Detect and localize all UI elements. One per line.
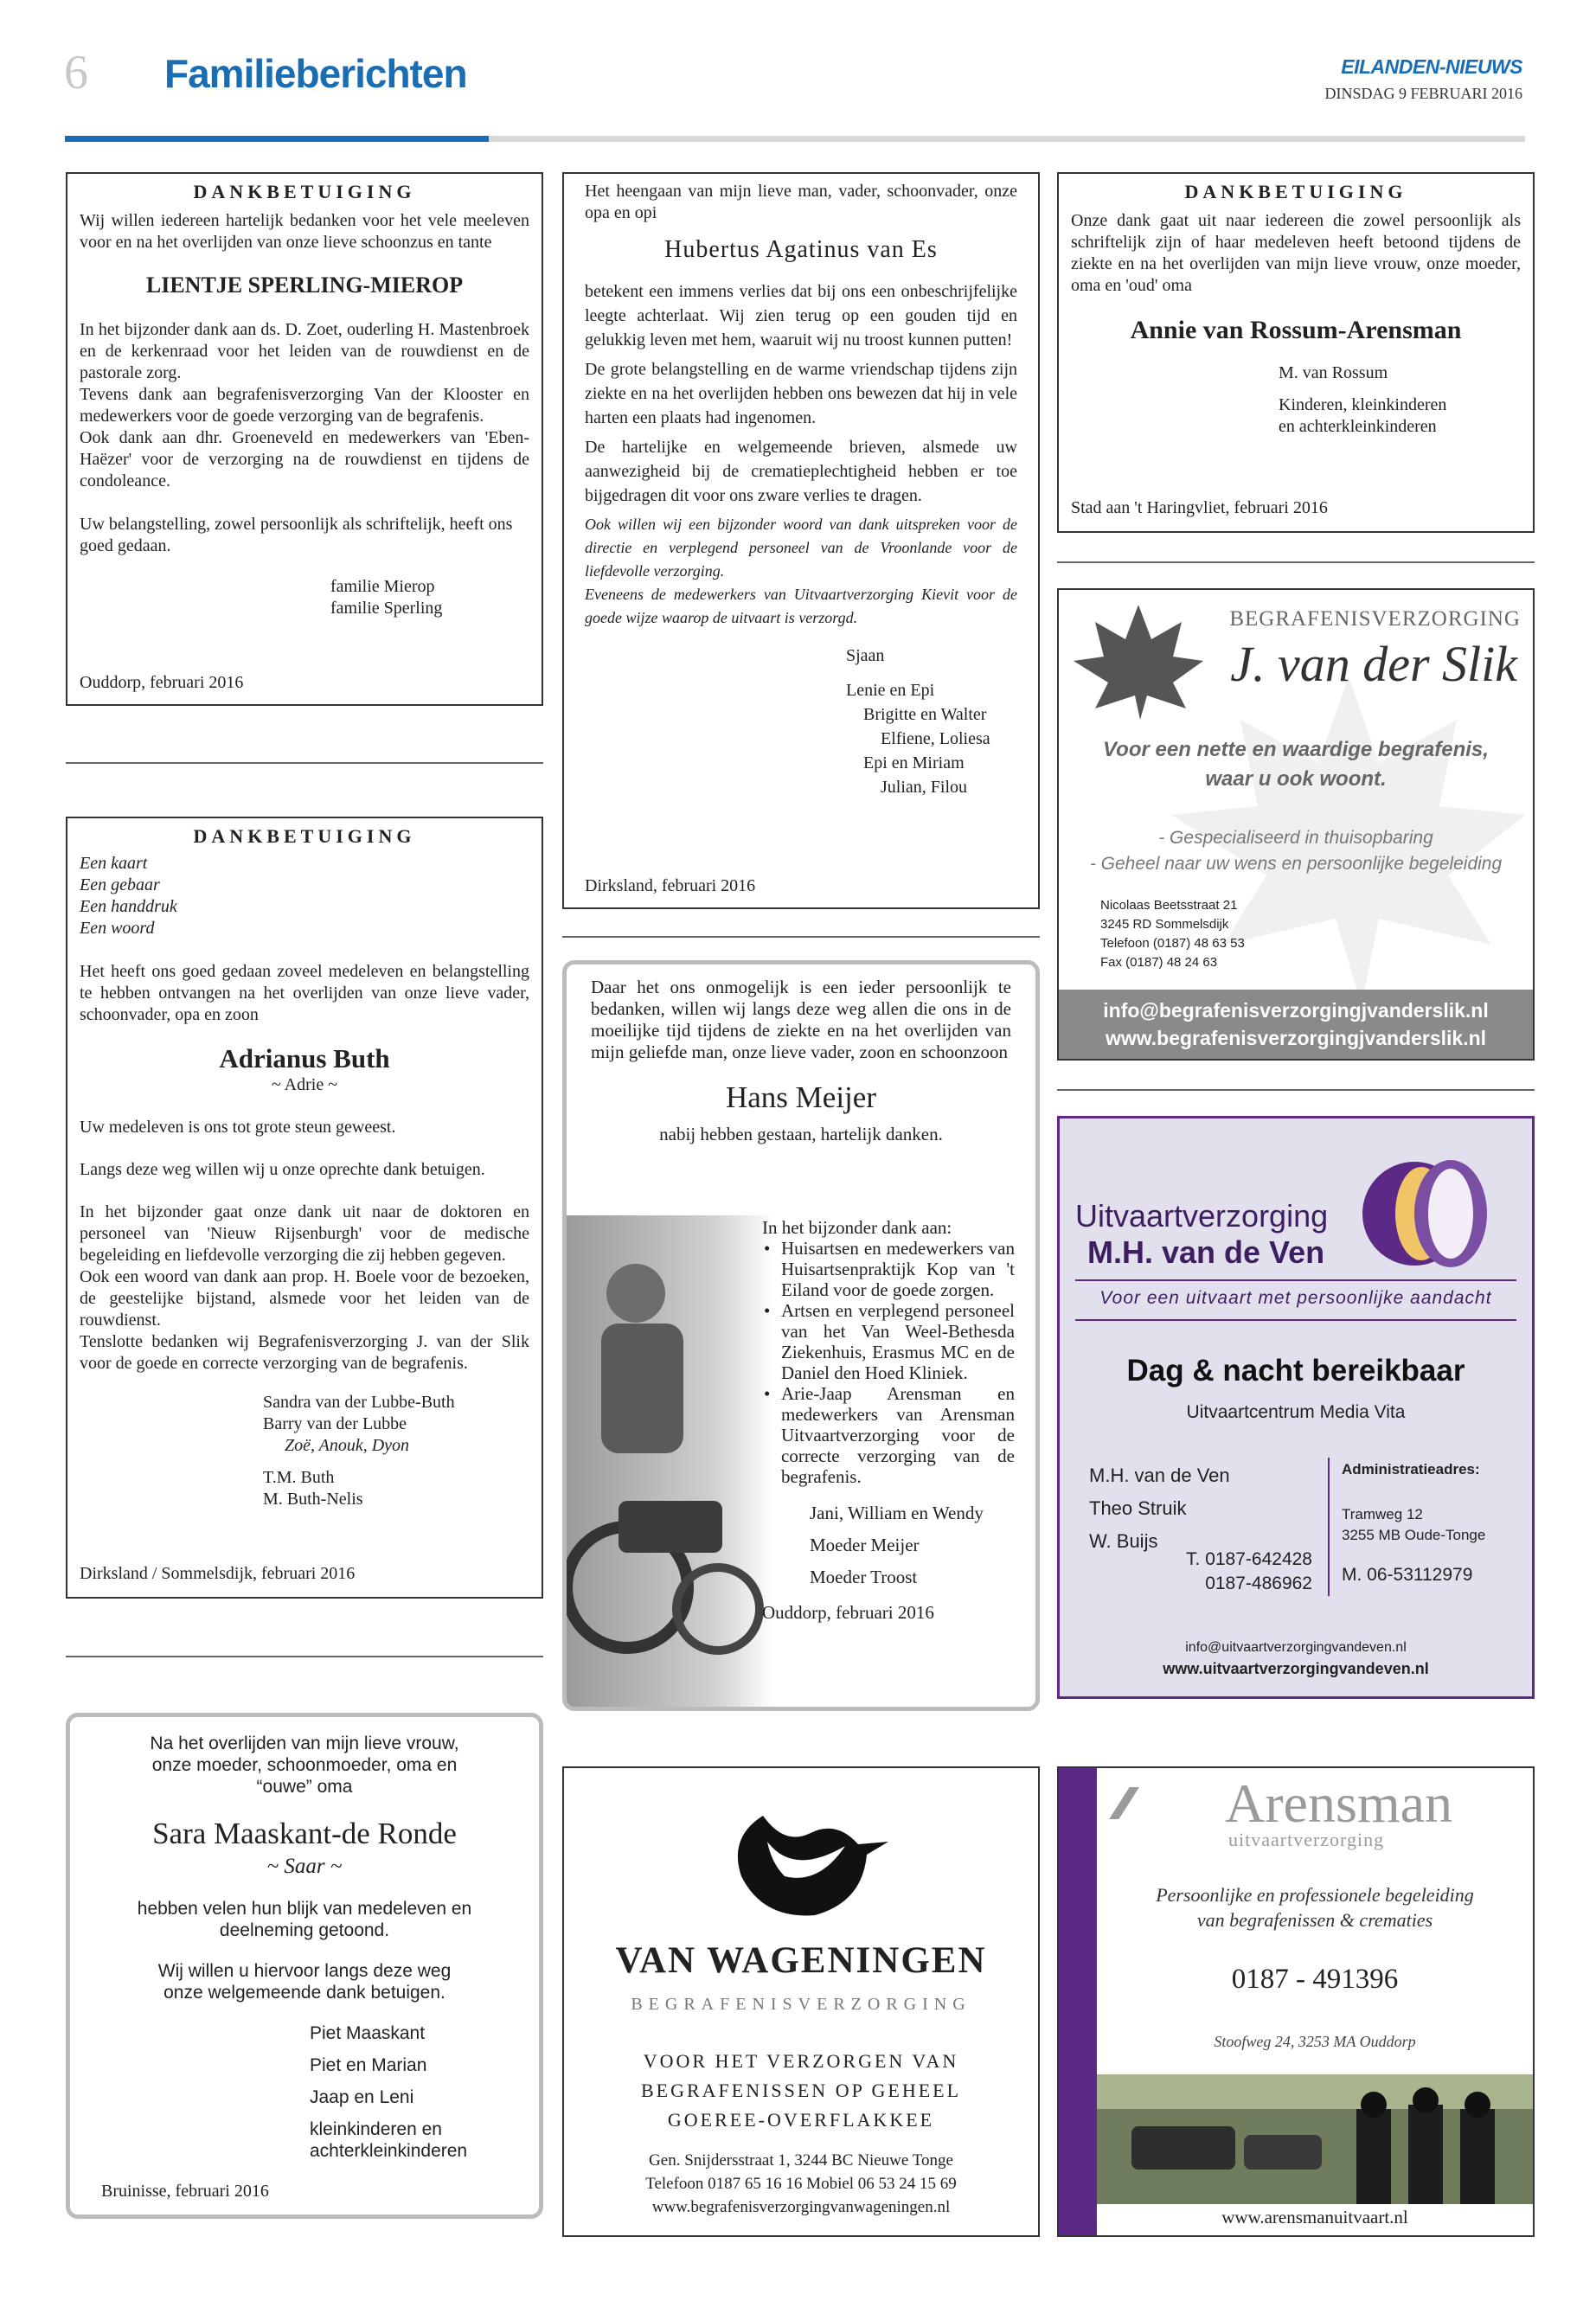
divider bbox=[1057, 561, 1535, 563]
deceased-name: Hubertus Agatinus van Es bbox=[664, 236, 938, 263]
signer: T.M. Buth bbox=[263, 1468, 335, 1487]
mobile: M. 06-53112979 bbox=[1342, 1565, 1473, 1585]
signer: Brigitte en Walter bbox=[863, 705, 987, 724]
dove-logo-icon bbox=[715, 1794, 888, 1924]
deceased-name: LIENTJE SPERLING-MIEROP bbox=[145, 272, 464, 298]
body-line: In het bijzonder gaat onze dank uit naar de doktoren en personeel van 'Nieuw Rijsenburgh' voor de medische begeleiding en liefdevolle verzorging die zij hebben gegeven. bbox=[80, 1202, 529, 1265]
portrait-photo bbox=[567, 1215, 774, 1707]
divider bbox=[562, 936, 1040, 938]
poem-line: Een woord bbox=[80, 919, 155, 938]
intro-line: “ouwe” oma bbox=[256, 1777, 353, 1797]
deceased-nickname: ~ Saar ~ bbox=[266, 1855, 343, 1878]
signers bbox=[846, 644, 1017, 799]
paragraph bbox=[82, 1960, 527, 2003]
address: Gen. Snijdersstraat 1, 3244 BC Nieuwe Tonge bbox=[649, 2151, 953, 2170]
slogan-line: waar u ook woont. bbox=[1205, 767, 1387, 791]
divider bbox=[66, 1656, 543, 1657]
company-sub: BEGRAFENISVERZORGING bbox=[631, 1995, 971, 2014]
email-link[interactable]: info@begrafenisverzorgingjvanderslik.nl bbox=[1103, 999, 1489, 1022]
address-line: Telefoon (0187) 48 63 53 bbox=[1100, 936, 1245, 951]
staff-name: Theo Struik bbox=[1089, 1497, 1187, 1519]
dankbetuiging-van-rossum bbox=[1057, 172, 1535, 533]
body-line: Tevens dank aan begrafenisverzorging Van der Klooster en medewerkers voor de goede verzorging van de begrafenis. bbox=[80, 385, 529, 426]
phone: 0187 - 491396 bbox=[1231, 1964, 1399, 1995]
signer: Moeder Troost bbox=[810, 1567, 918, 1587]
email-link[interactable]: info@uitvaartverzorgingvandeven.nl bbox=[1185, 1640, 1407, 1655]
website-link[interactable]: www.uitvaartverzorgingvandeven.nl bbox=[1163, 1660, 1429, 1677]
circles-logo-icon bbox=[1354, 1153, 1492, 1274]
paragraph: Uw medeleven is ons tot grote steun geweest. bbox=[80, 1118, 396, 1137]
slogan-line: GOEREE-OVERFLAKKEE bbox=[667, 2109, 935, 2131]
address-line: Fax (0187) 48 24 63 bbox=[1100, 955, 1218, 970]
paragraph: Eveneens de medewerkers van Uitvaartverzorging Kievit voor de goede wijze waarop de uitvaart is verzorgd. bbox=[585, 586, 1017, 626]
paragraph: De grote belangstelling en de warme vriendschap tijdens zijn ziekte en na het overlijden hebben ons bewezen dat hij in vele harten een plaats had ingenomen. bbox=[585, 360, 1017, 427]
place-date: Dirksland, februari 2016 bbox=[585, 876, 756, 895]
notice-heading: DANKBETUIGING bbox=[193, 181, 416, 202]
notice-body bbox=[80, 319, 529, 492]
tagline: Voor een uitvaart met persoonlijke aandacht bbox=[1099, 1288, 1492, 1308]
list-item: • Artsen en verplegend personeel van het Van Weel-Bethesda Ziekenhuis, Erasmus MC en de Daniel den Hoed Kliniek. bbox=[762, 1300, 1015, 1383]
deceased-name: Adrianus Buth bbox=[219, 1043, 390, 1074]
phone-numbers bbox=[1183, 1548, 1312, 1596]
signer: familie Sperling bbox=[330, 599, 443, 618]
spec-line: - Geheel naar uw wens en persoonlijke begeleiding bbox=[1089, 854, 1503, 874]
dankbetuiging-meijer bbox=[562, 960, 1040, 1711]
specialties bbox=[1059, 825, 1533, 877]
paragraph: Ook willen wij een bijzonder woord van dank uitspreken voor de directie en verplegend personeel van de Vroonlande voor de liefdevolle verzorging. bbox=[585, 516, 1017, 580]
staff-name: W. Buijs bbox=[1089, 1530, 1158, 1552]
signer: Sandra van der Lubbe-Buth bbox=[263, 1393, 455, 1412]
signers bbox=[1279, 362, 1521, 438]
admin-label: Administratieadres: bbox=[1342, 1461, 1480, 1477]
ad-van-der-slik bbox=[1057, 588, 1535, 1061]
dankbetuiging-sperling bbox=[66, 172, 543, 706]
ad-van-de-ven bbox=[1057, 1116, 1535, 1699]
signer-children: Zoë, Anouk, Dyon bbox=[285, 1436, 410, 1455]
signer: Kinderen, kleinkinderen bbox=[1279, 395, 1447, 414]
list-item: • Huisartsen en medewerkers van Huisartsenpraktijk Kop van 't Eiland voor de goede zorgen. bbox=[762, 1238, 1015, 1300]
address-block bbox=[1100, 896, 1245, 972]
admin-line: Tramweg 12 bbox=[1342, 1506, 1423, 1522]
brand-name: J. van der Slik bbox=[1230, 636, 1517, 692]
ad-arensman bbox=[1057, 1766, 1535, 2237]
phone: T. 0187-642428 bbox=[1186, 1549, 1312, 1569]
tagline-rule bbox=[1075, 1279, 1516, 1281]
dankbetuiging-buth bbox=[66, 817, 543, 1599]
deceased-name: Sara Maaskant-de Ronde bbox=[152, 1817, 457, 1850]
tagline-rule bbox=[1075, 1319, 1516, 1321]
signer: Piet en Marian bbox=[310, 2055, 427, 2075]
admin-block bbox=[1342, 1459, 1485, 1586]
page-number: 6 bbox=[64, 46, 88, 99]
paragraph bbox=[82, 1898, 527, 1941]
notice-heading: DANKBETUIGING bbox=[1184, 181, 1407, 202]
poem-line: Een handdruk bbox=[80, 897, 177, 916]
signers bbox=[810, 1497, 1015, 1593]
deceased-nickname: ~ Adrie ~ bbox=[271, 1075, 338, 1094]
deceased-name: Annie van Rossum-Arensman bbox=[1130, 316, 1462, 344]
signer: familie Mierop bbox=[330, 577, 435, 596]
web-block bbox=[1060, 1638, 1532, 1679]
ad-van-wageningen bbox=[562, 1766, 1040, 2237]
brand-sub: uitvaartverzorging bbox=[1228, 1829, 1385, 1850]
notice-intro: Daar het ons onmogelijk is een ieder persoonlijk te bedanken, willen wij langs deze weg allen die ons in de moeilijke tijd tijdens de ziekte en na het overlijden van mijn geliefde man, onze lieve vader, zoon en schoonzoon bbox=[591, 977, 1011, 1062]
paragraph: nabij hebben gestaan, hartelijk danken. bbox=[659, 1124, 943, 1144]
address-line: Nicolaas Beetsstraat 21 bbox=[1100, 898, 1238, 913]
signer: achterkleinkinderen bbox=[310, 2141, 468, 2161]
brand-name: Arensman bbox=[1225, 1772, 1453, 1834]
slogan bbox=[1097, 1882, 1533, 1932]
divider bbox=[1057, 1089, 1535, 1091]
notice-intro: Onze dank gaat uit naar iedereen die zowel persoonlijk als schriftelijk zijn of haar medeleven heeft betoond tijdens de ziekte en na het overlijden van mijn lieve vrouw, onze moeder, oma en 'oud' oma bbox=[1071, 211, 1521, 295]
paragraph bbox=[80, 1202, 529, 1375]
website-link[interactable]: www.begrafenisverzorgingvanwageningen.nl bbox=[651, 2198, 951, 2216]
signer: en achterkleinkinderen bbox=[1279, 417, 1437, 436]
phone: 0187-486962 bbox=[1205, 1574, 1312, 1593]
signer: Jani, William en Wendy bbox=[810, 1503, 984, 1523]
place-date: Dirksland / Sommelsdijk, februari 2016 bbox=[80, 1564, 356, 1583]
list-item: • Arie-Jaap Arensman en medewerkers van Arensman Uitvaartverzorging voor de correcte verzorging van de begrafenis. bbox=[762, 1383, 1015, 1487]
issue-date: DINSDAG 9 FEBRUARI 2016 bbox=[1324, 85, 1522, 102]
signer: Sjaan bbox=[846, 646, 885, 665]
brand-line-2: M.H. van de Ven bbox=[1087, 1234, 1325, 1270]
slogan-line: BEGRAFENISSEN OP GEHEEL bbox=[640, 2080, 962, 2101]
para-line: hebben velen hun blijk van medeleven en bbox=[137, 1899, 472, 1919]
para-line: Wij willen u hiervoor langs deze weg bbox=[157, 1961, 452, 1981]
contact-band bbox=[1059, 990, 1533, 1059]
place-date: Bruinisse, februari 2016 bbox=[101, 2182, 269, 2201]
paper-name: EILANDEN-NIEUWS bbox=[1341, 55, 1522, 78]
divider bbox=[66, 762, 543, 764]
notice-intro: Het heengaan van mijn lieve man, vader, schoonvader, onze opa en opi bbox=[585, 182, 1017, 222]
paragraph: De hartelijke en welgemeende brieven, alsmede uw aanwezigheid bij de crematieplechtigheid hebben er toe bijgedragen dit voor ons zware verlies te dragen. bbox=[585, 438, 1017, 505]
signer: Epi en Miriam bbox=[863, 753, 965, 772]
signer: Barry van der Lubbe bbox=[263, 1414, 407, 1433]
place-date: Ouddorp, februari 2016 bbox=[762, 1602, 934, 1623]
address: Stoofweg 24, 3253 MA Ouddorp bbox=[1214, 2033, 1416, 2050]
staff-name: M.H. van de Ven bbox=[1089, 1465, 1230, 1486]
signer: Julian, Filou bbox=[881, 778, 968, 797]
header-rule-blue bbox=[65, 136, 489, 142]
notice-heading: DANKBETUIGING bbox=[193, 825, 416, 847]
signer: M. Buth-Nelis bbox=[263, 1490, 363, 1509]
admin-line: 3255 MB Oude-Tonge bbox=[1342, 1527, 1486, 1543]
special-heading: In het bijzonder dank aan: bbox=[762, 1217, 952, 1238]
special-thanks bbox=[762, 1217, 1015, 1623]
website-link[interactable]: www.arensmanuitvaart.nl bbox=[1221, 2207, 1408, 2227]
brand-line-1: Uitvaartverzorging bbox=[1075, 1198, 1329, 1234]
leaf-logo-icon bbox=[1069, 600, 1208, 721]
signers bbox=[263, 1392, 529, 1510]
staff-names bbox=[1089, 1459, 1230, 1558]
slogan-line: Persoonlijke en professionele begeleiding bbox=[1156, 1884, 1474, 1906]
header-rule-grey bbox=[489, 136, 1525, 142]
thanks-list bbox=[762, 1238, 1015, 1487]
place-date: Stad aan 't Haringvliet, februari 2016 bbox=[1071, 498, 1328, 517]
slogan-line: VOOR HET VERZORGEN VAN bbox=[643, 2050, 959, 2072]
dankbetuiging-maaskant bbox=[66, 1713, 543, 2219]
section-title: Familieberichten bbox=[164, 51, 467, 96]
am-logo-icon: ⁄⁄⁄ bbox=[1118, 1778, 1126, 1830]
intro-line: onze moeder, schoonmoeder, oma en bbox=[151, 1755, 458, 1775]
slogan-line: Voor een nette en waardige begrafenis, bbox=[1103, 738, 1489, 761]
notice-intro bbox=[82, 1733, 527, 1798]
notice-closing: Uw belangstelling, zowel persoonlijk als schriftelijk, heeft ons goed gedaan. bbox=[80, 515, 513, 555]
body-line: In het bijzonder dank aan ds. D. Zoet, ouderling H. Mastenbroek en de kerkenraad voor het leiden van de rouwdienst en de pastorale zorg. bbox=[80, 320, 529, 382]
signer: M. van Rossum bbox=[1279, 363, 1388, 382]
signers bbox=[330, 576, 529, 619]
rouwbericht-van-es bbox=[562, 172, 1040, 909]
website-link[interactable]: www.begrafenisverzorgingjvanderslik.nl bbox=[1105, 1027, 1487, 1049]
poem bbox=[80, 853, 529, 939]
signer: kleinkinderen en bbox=[310, 2119, 442, 2139]
paragraph: betekent een immens verlies dat bij ons een onbeschrijfelijke leegte achterlaat. Wij zien terug op een gouden tijd en gelukkig leven met hem, waaruit wij nu troost kunnen putten! bbox=[585, 282, 1017, 349]
body-line: Tenslotte bedanken wij Begrafenisverzorging J. van der Slik voor de goede en correcte verzorging van de begrafenis. bbox=[80, 1332, 529, 1373]
contact bbox=[564, 2149, 1038, 2219]
poem-line: Een kaart bbox=[80, 854, 148, 873]
signer: Moeder Meijer bbox=[810, 1535, 920, 1555]
deceased-name: Hans Meijer bbox=[726, 1080, 876, 1114]
center-name: Uitvaartcentrum Media Vita bbox=[1186, 1402, 1406, 1422]
spec-line: - Gespecialiseerd in thuisopbaring bbox=[1158, 828, 1433, 848]
signers bbox=[310, 2022, 527, 2162]
headline: Dag & nacht bereikbaar bbox=[1126, 1354, 1465, 1388]
signer: Jaap en Leni bbox=[310, 2087, 414, 2107]
funeral-photo bbox=[1097, 2074, 1535, 2204]
place-date: Ouddorp, februari 2016 bbox=[80, 673, 244, 692]
body-line: Ook dank aan dhr. Groeneveld en medewerkers van 'Eben-Haëzer' voor de verzorging na de rouwdienst en tijdens de condoleance. bbox=[80, 428, 529, 490]
body-line: Ook een woord van dank aan prop. H. Boele voor de bezoeken, de geestelijke bijstand, alsmede voor het leiden van de rouwdienst. bbox=[80, 1267, 529, 1330]
para-line: deelneming getoond. bbox=[219, 1920, 390, 1940]
notice-intro: Wij willen iedereen hartelijk bedanken voor het vele meeleven voor en na het overlijden van onze lieve schoonzus en tante bbox=[80, 211, 529, 252]
phone: Telefoon 0187 65 16 16 Mobiel 06 53 24 15 69 bbox=[645, 2175, 957, 2193]
poem-line: Een gebaar bbox=[80, 875, 160, 894]
notice-intro: Het heeft ons goed gedaan zoveel medeleven en belangstelling te hebben ontvangen na het overlijden van onze lieve vader, schoonvader, opa en zoon bbox=[80, 962, 529, 1024]
company-name: VAN WAGENINGEN bbox=[615, 1940, 987, 1981]
address-line: 3245 RD Sommelsdijk bbox=[1100, 917, 1229, 932]
signer: Lenie en Epi bbox=[846, 681, 935, 700]
intro-line: Na het overlijden van mijn lieve vrouw, bbox=[150, 1734, 459, 1753]
purple-sidebar bbox=[1059, 1768, 1097, 2235]
slogan bbox=[564, 2047, 1038, 2135]
ad-top-label: BEGRAFENISVERZORGING bbox=[1229, 607, 1521, 631]
slogan bbox=[1059, 735, 1533, 794]
admin-divider bbox=[1328, 1458, 1330, 1596]
paragraph: Langs deze weg willen wij u onze oprechte dank betuigen. bbox=[80, 1160, 485, 1179]
signer: Elfiene, Loliesa bbox=[881, 729, 990, 748]
slogan-line: van begrafenissen & crematies bbox=[1196, 1909, 1433, 1931]
para-line: onze welgemeende dank betuigen. bbox=[163, 1983, 445, 2003]
signer: Piet Maaskant bbox=[310, 2023, 426, 2043]
